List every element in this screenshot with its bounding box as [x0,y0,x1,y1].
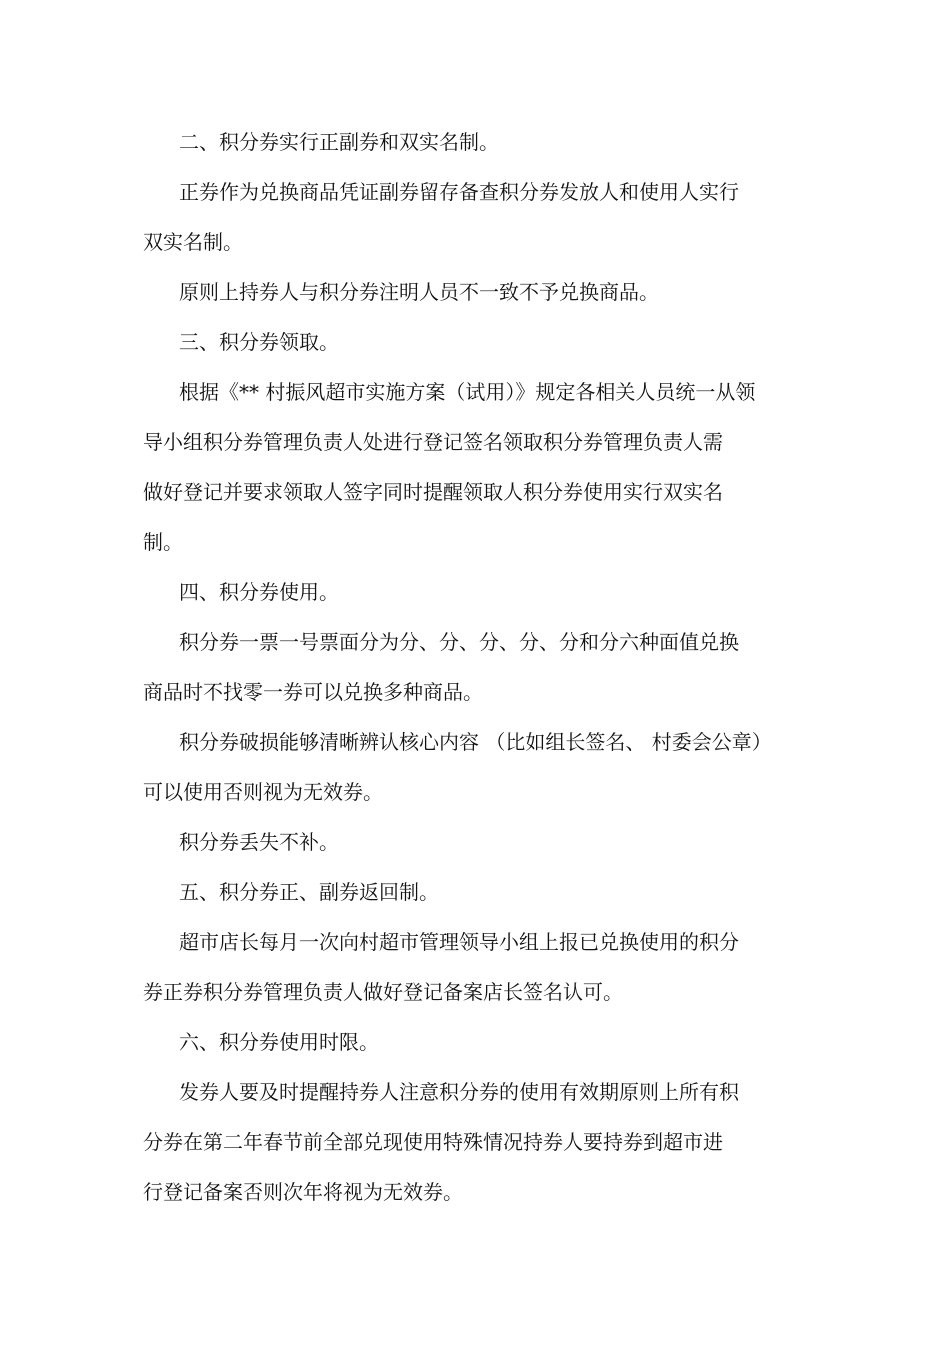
paragraph-line: 四、积分券使用。 [179,580,339,604]
paragraph-continuation-line: 商品时不找零一券可以兑换多种商品。 [143,680,483,704]
paragraph-line: 超市店长每月一次向村超市管理领导小组上报已兑换使用的积分 [179,930,739,954]
paragraph-continuation-line: 双实名制。 [143,230,243,254]
paragraph-line: 积分券破损能够清晰辨认核心内容 （比如组长签名、 村委会公章） [179,730,772,754]
paragraph-line: 二、积分券实行正副券和双实名制。 [179,130,499,154]
paragraph-line: 正券作为兑换商品凭证副券留存备查积分券发放人和使用人实行 [179,180,739,204]
paragraph-line: 积分券丢失不补。 [179,830,339,854]
paragraph-line: 积分券一票一号票面分为分、分、分、分、分和分六种面值兑换 [179,630,739,654]
document-body [143,122,813,1222]
paragraph-continuation-line: 券正券积分券管理负责人做好登记备案店长签名认可。 [143,980,623,1004]
paragraph-continuation-line: 做好登记并要求领取人签字同时提醒领取人积分券使用实行双实名 [143,480,723,504]
paragraph-line: 发券人要及时提醒持券人注意积分券的使用有效期原则上所有积 [179,1080,739,1104]
paragraph-continuation-line: 可以使用否则视为无效券。 [143,780,383,804]
paragraph-line: 五、积分券正、副券返回制。 [179,880,439,904]
paragraph-continuation-line: 导小组积分券管理负责人处进行登记签名领取积分券管理负责人需 [143,430,723,454]
paragraph-line: 原则上持券人与积分券注明人员不一致不予兑换商品。 [179,280,659,304]
paragraph-line: 六、积分券使用时限。 [179,1030,379,1054]
paragraph-continuation-line: 制。 [143,530,183,554]
paragraph-line: 根据《** 村振风超市实施方案（试用）》规定各相关人员统一从领 [179,380,756,404]
paragraph-line: 三、积分券领取。 [179,330,339,354]
paragraph-continuation-line: 行登记备案否则次年将视为无效券。 [143,1180,463,1204]
paragraph-continuation-line: 分券在第二年春节前全部兑现使用特殊情况持券人要持券到超市进 [143,1130,723,1154]
